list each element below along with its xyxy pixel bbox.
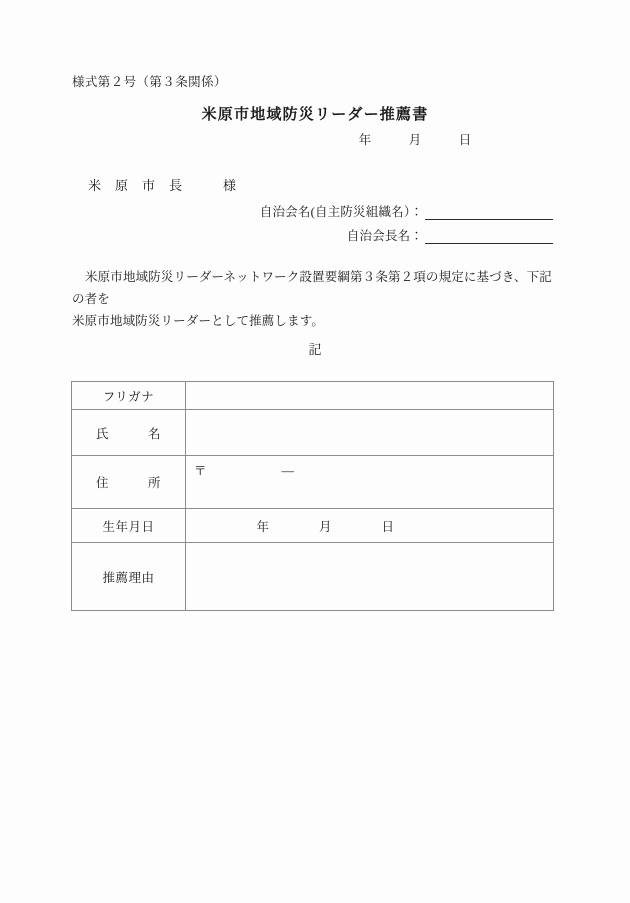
table-row xyxy=(72,410,554,456)
body-paragraph-line-2: 米原市地域防災リーダーとして推薦します。 xyxy=(72,314,325,328)
row-label-name: 氏 名 xyxy=(72,410,186,456)
association-name-row xyxy=(260,202,553,220)
row-value-address[interactable]: 〒 ― xyxy=(186,456,554,509)
row-value-name[interactable] xyxy=(186,410,554,456)
body-paragraph-line-1: 米原市地域防災リーダーネットワーク設置要綱第３条第２項の規定に基づき、下記の者を xyxy=(72,270,552,306)
row-value-furigana[interactable] xyxy=(186,382,554,410)
association-head-row xyxy=(347,226,553,244)
association-name-input[interactable] xyxy=(425,206,553,220)
row-label-furigana: フリガナ xyxy=(72,382,186,410)
association-name-label: 自治会名(自主防災組織名）： xyxy=(259,205,423,219)
row-label-birthdate: 生年月日 xyxy=(72,509,186,543)
row-label-reason: 推薦理由 xyxy=(72,543,186,611)
addressee-line: 米 原 市 長 様 xyxy=(88,178,237,193)
table-row xyxy=(72,456,554,509)
date-line: 年 月 日 xyxy=(358,133,472,147)
row-value-reason[interactable] xyxy=(186,543,554,611)
row-value-birthdate[interactable]: 年 月 日 xyxy=(186,509,554,543)
recommendation-table xyxy=(71,381,554,611)
page-title: 米原市地域防災リーダー推薦書 xyxy=(201,107,429,123)
table-row xyxy=(72,382,554,410)
body-paragraph xyxy=(72,266,554,332)
association-head-label: 自治会長名： xyxy=(346,229,423,243)
table-row xyxy=(72,509,554,543)
ki-mark: 記 xyxy=(308,342,322,357)
association-head-input[interactable] xyxy=(425,230,553,244)
row-label-address: 住 所 xyxy=(72,456,186,509)
form-number: 様式第２号（第３条関係） xyxy=(72,75,227,89)
table-row xyxy=(72,543,554,611)
